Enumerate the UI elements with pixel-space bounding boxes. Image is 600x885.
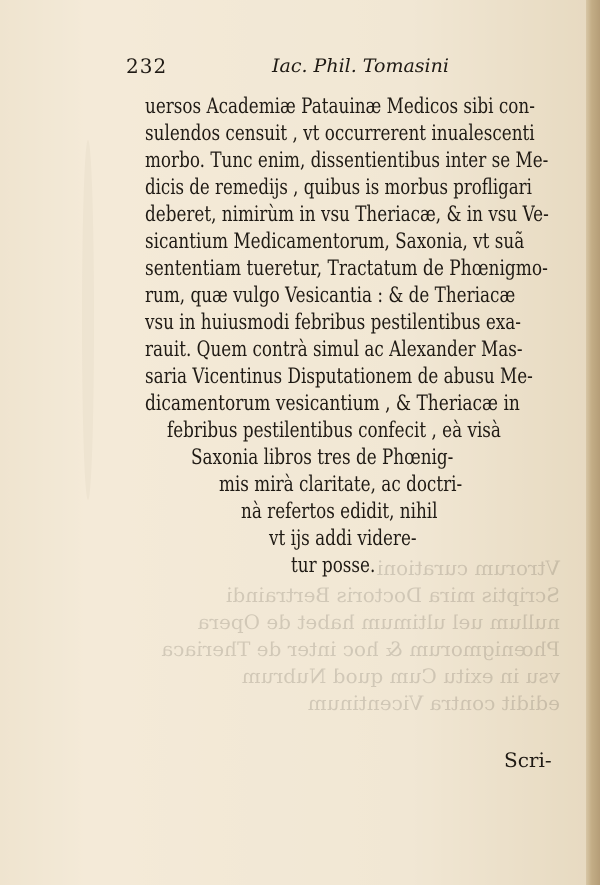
text-line: sententiam tueretur, Tractatum de Phœnigmo- xyxy=(145,256,548,280)
text-line: mis mirà claritate, ac doctri- xyxy=(219,472,463,496)
page-header xyxy=(126,54,449,80)
page-number: 232 xyxy=(126,54,168,78)
text-line: Saxonia libros tres de Phœnig- xyxy=(191,445,454,469)
text-line: rauit. Quem contrà simul ac Alexander Mas- xyxy=(145,337,523,361)
show-through-line: vsu in exitu Cum quod Nubrum xyxy=(241,664,560,688)
text-line: morbo. Tunc enim, dissentientibus inter se Me- xyxy=(145,148,549,172)
text-line: vsu in huiusmodi febribus pestilentibus exa- xyxy=(145,310,521,334)
text-line: vt ijs addi videre- xyxy=(269,526,417,550)
show-through-line: Vtrorum curationi xyxy=(376,556,560,580)
show-through-line: Phœnigmorum & hoc inter de Theriaca xyxy=(161,637,560,661)
show-through-line: edidit contra Vicentinum xyxy=(307,691,560,715)
running-head: Iac. Phil. Tomasini xyxy=(272,55,449,77)
text-line: nà refertos edidit, nihil xyxy=(241,499,438,523)
text-line: deberet, nimirùm in vsu Theriacæ, & in vsu Ve- xyxy=(145,202,549,226)
show-through-line: nullum uel ultimum habet de Opera xyxy=(197,610,560,634)
text-line: rum, quæ vulgo Vesicantia : & de Theriacæ xyxy=(145,283,516,307)
text-line: uersos Academiæ Patauinæ Medicos sibi con- xyxy=(145,94,535,118)
page-edge xyxy=(586,0,600,885)
text-line: tur posse. xyxy=(291,553,376,577)
text-line: dicamentorum vesicantium , & Theriacæ in xyxy=(145,391,520,415)
text-line: dicis de remedijs , quibus is morbus profligari xyxy=(145,175,532,199)
paper-stain xyxy=(82,140,94,500)
catchword: Scri- xyxy=(504,748,552,772)
text-line: saria Vicentinus Disputationem de abusu Me- xyxy=(145,364,533,388)
show-through-line: Scriptis mira Doctoris Bertraindi xyxy=(226,583,560,607)
text-line: sicantium Medicamentorum, Saxonia, vt suã xyxy=(145,229,525,253)
show-through-text xyxy=(130,555,560,775)
text-line: sulendos censuit , vt occurrerent inualescenti xyxy=(145,121,535,145)
text-line: febribus pestilentibus confecit , eà visà xyxy=(167,418,501,442)
